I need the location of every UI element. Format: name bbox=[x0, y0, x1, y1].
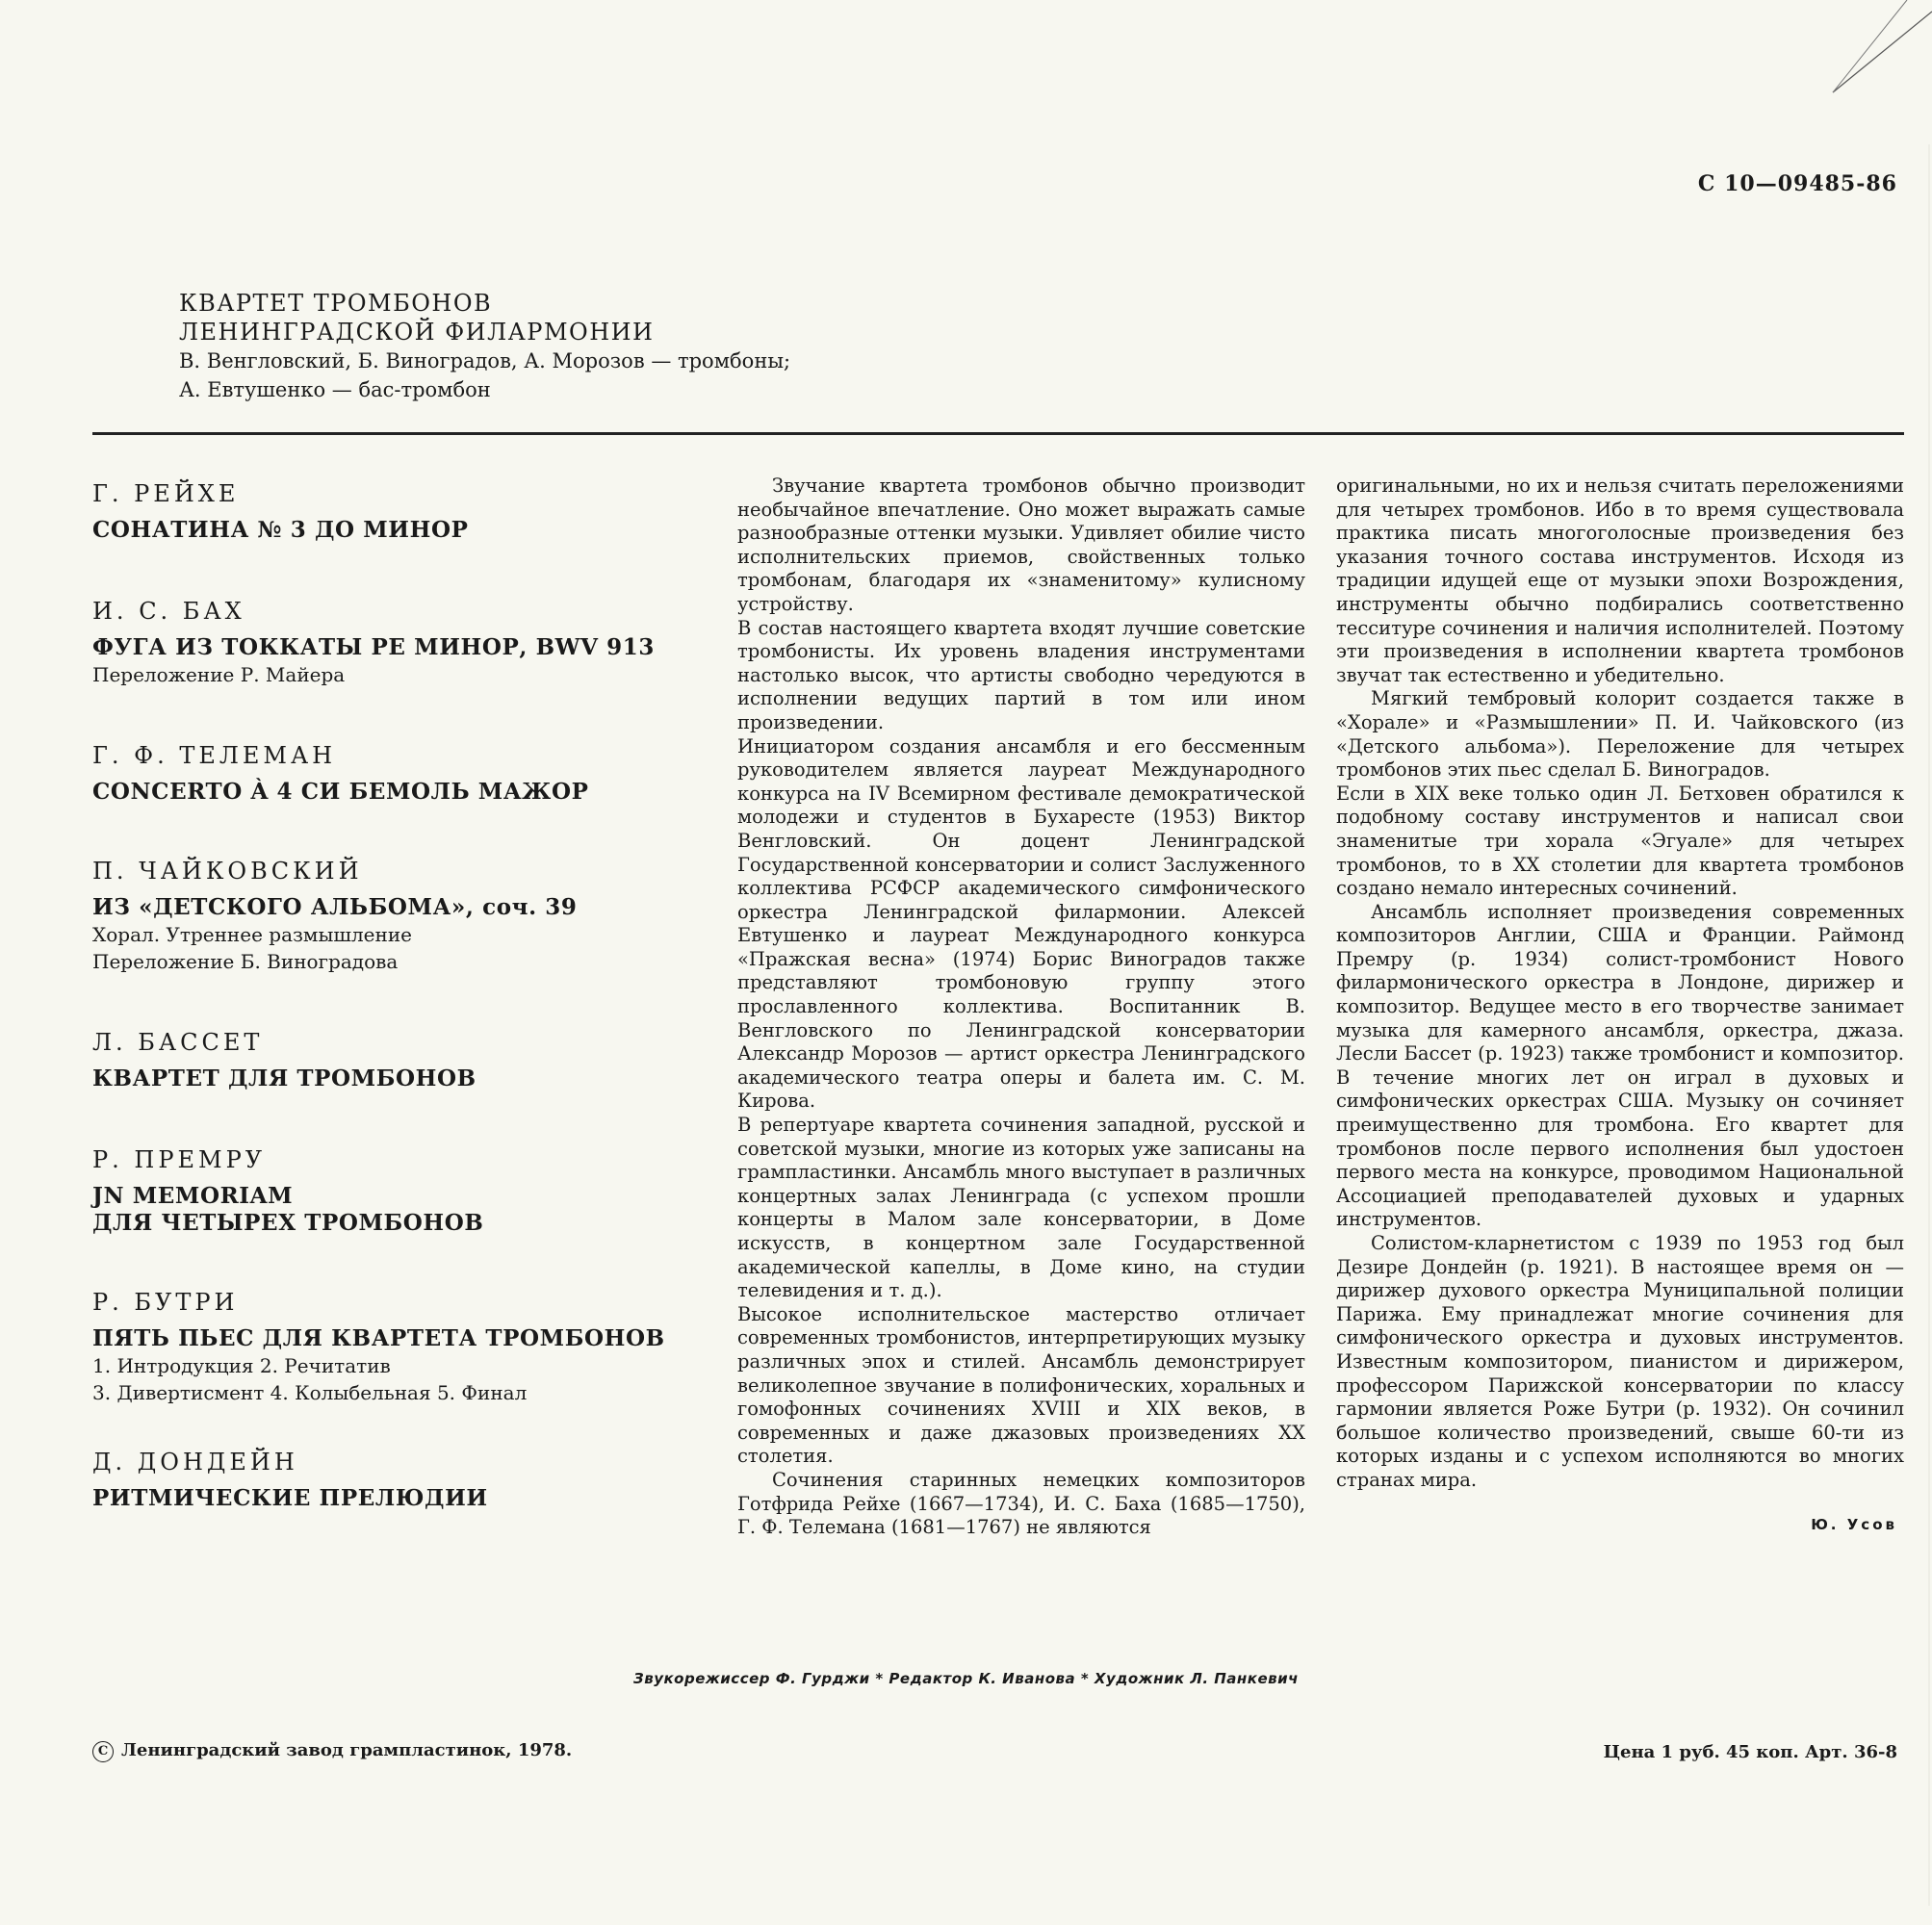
work-title: КВАРТЕТ ДЛЯ ТРОМБОНОВ bbox=[92, 1065, 477, 1091]
work-title: CONCERTO À 4 СИ БЕМОЛЬ МАЖОР bbox=[92, 779, 589, 805]
price-label: Цена 1 руб. 45 коп. Арт. 36-8 bbox=[1603, 1742, 1897, 1762]
program-work bbox=[92, 1288, 670, 1406]
work-composer: Д. ДОНДЕЙН bbox=[92, 1449, 298, 1476]
work-composer: Р. БУТРИ bbox=[92, 1289, 239, 1316]
copyright-icon: C bbox=[92, 1741, 114, 1762]
work-composer: П. ЧАЙКОВСКИЙ bbox=[92, 858, 363, 885]
work-note: Переложение Р. Майера bbox=[92, 663, 346, 686]
work-title: ДЛЯ ЧЕТЫРЕХ ТРОМБОНОВ bbox=[92, 1210, 484, 1236]
work-composer: Р. ПРЕМРУ bbox=[92, 1146, 267, 1173]
notes-paragraph: Инициатором создания ансамбля и его бессменным руководителем является лауреат Международного конкурса на IV Всемирном фестивале демократической молодежи и студентов в Бухаресте (1953) Виктор Венгловский. Он доцент Ленинградской Государственной консерватории и солист Заслуженного коллектива РСФСР академического симфонического оркестра Ленинградской филармонии. Алексей Евтушенко и лауреат Международного конкурса «Пражская весна» (1974) Борис Виноградов также представляют тромбоновую группу этого прославленного коллектива. Воспитанник В. Венгловского по Ленинградской консерватории Александр Морозов — артист оркестра Ленинградского академического театра оперы и балета им. С. М. Кирова. bbox=[737, 734, 1305, 1113]
notes-author: Ю. Усов bbox=[1811, 1516, 1897, 1533]
program-work bbox=[92, 479, 670, 544]
copyright-line bbox=[92, 1740, 572, 1762]
work-title: ФУГА ИЗ ТОККАТЫ РЕ МИНОР, BWV 913 bbox=[92, 634, 655, 660]
work-title: ПЯТЬ ПЬЕС ДЛЯ КВАРТЕТА ТРОМБОНОВ bbox=[92, 1325, 665, 1351]
notes-paragraph: В репертуаре квартета сочинения западной, русской и советской музыки, многие из которых уже записаны на грампластинки. Ансамбль много выступает в различных концертных залах Ленинграда (с успехом прошли концерты в Малом зале консерватории, в Доме искусств, в концертном зале Государственной академической капеллы, в Доме кино, на студии телевидения и т. д.). bbox=[737, 1114, 1305, 1302]
performers-line-1: В. Венгловский, Б. Виноградов, А. Морозов — тромбоны; bbox=[179, 349, 791, 372]
ensemble-title-line-1: КВАРТЕТ ТРОМБОНОВ bbox=[179, 290, 493, 317]
work-title: СОНАТИНА № 3 ДО МИНОР bbox=[92, 517, 469, 543]
copyright-text: Ленинградский завод грампластинок, 1978. bbox=[121, 1740, 573, 1760]
liner-notes-column-1 bbox=[737, 475, 1305, 1540]
ensemble-title-line-2: ЛЕНИНГРАДСКОЙ ФИЛАРМОНИИ bbox=[179, 319, 655, 346]
production-credits: Звукорежиссер Ф. Гурджи * Редактор К. Иванова * Художник Л. Панкевич bbox=[633, 1670, 1299, 1687]
work-title: JN MEMORIAM bbox=[92, 1183, 294, 1209]
program-work bbox=[92, 1145, 670, 1237]
notes-paragraph: Мягкий тембровый колорит создается также в «Хорале» и «Размышлении» П. И. Чайковского (из «Детского альбома»). Переложение для четырех тромбонов этих пьес сделал Б. Виноградов. bbox=[1336, 687, 1904, 782]
program-work bbox=[92, 857, 670, 975]
work-title: ИЗ «ДЕТСКОГО АЛЬБОМА», соч. 39 bbox=[92, 894, 578, 920]
work-composer: Г. Ф. ТЕЛЕМАН bbox=[92, 742, 337, 769]
notes-paragraph: В состав настоящего квартета входят лучшие советские тромбонисты. Их уровень владения инструментами настолько высок, что артисты свободно чередуются в исполнении ведущих партий в том или ином произведении. bbox=[737, 616, 1305, 733]
work-composer: Г. РЕЙХЕ bbox=[92, 480, 240, 507]
work-composer: Л. БАССЕТ bbox=[92, 1029, 264, 1056]
catalog-number: С 10—09485-86 bbox=[1697, 171, 1897, 196]
ensemble-header bbox=[179, 289, 1334, 404]
program-work bbox=[92, 597, 670, 688]
program-work bbox=[92, 1448, 670, 1512]
work-title: РИТМИЧЕСКИЕ ПРЕЛЮДИИ bbox=[92, 1485, 488, 1511]
work-note: Переложение Б. Виноградова bbox=[92, 950, 399, 973]
work-note: 1. Интродукция 2. Речитатив bbox=[92, 1354, 391, 1377]
work-note: Хорал. Утреннее размышление bbox=[92, 923, 413, 946]
notes-paragraph: Ансамбль исполняет произведения современных композиторов Англии, США и Франции. Раймонд Премру (р. 1934) солист-тромбонист Нового филармонического оркестра в Лондоне, дирижер и композитор. Ведущее место в его творчестве занимает музыка для камерного ансамбля, оркестра, джаза. Лесли Бассет (р. 1923) также тромбонист и композитор. В течение многих лет он играл в духовых и симфонических оркестрах США. Музыку он сочиняет преимущественно для тромбона. Его квартет для тромбонов после первого исполнения был удостоен первого места на конкурсе, проводимом Национальной Ассоциацией преподавателей духовых и ударных инструментов. bbox=[1336, 900, 1904, 1231]
notes-paragraph: Солистом-кларнетистом с 1939 по 1953 год был Дезире Дондейн (р. 1921). В настоящее время он — дирижер духового оркестра Муниципальной полиции Парижа. Ему принадлежат многие сочинения для симфонического оркестра и духовых инструментов. Известным композитором, пианистом и дирижером, профессором Парижской консерватории по классу гармонии является Роже Бутри (р. 1932). Он сочинил большое количество произведений, свыше 60-ти из которых изданы и с успехом исполняются во многих странах мира. bbox=[1336, 1232, 1904, 1491]
performers-line-2: А. Евтушенко — бас-тромбон bbox=[179, 378, 491, 401]
work-note: 3. Дивертисмент 4. Колыбельная 5. Финал bbox=[92, 1381, 528, 1404]
notes-paragraph: Сочинения старинных немецких композиторов Готфрида Рейхе (1667—1734), И. С. Баха (1685—1750), Г. Ф. Телемана (1681—1767) не являются bbox=[737, 1468, 1305, 1539]
work-composer: И. С. БАХ bbox=[92, 598, 245, 625]
program-work bbox=[92, 1028, 670, 1092]
notes-paragraph: оригинальными, но их и нельзя считать переложениями для четырех тромбонов. Ибо в то время существовала практика писать многоголосные произведения без указания точного состава инструментов. Исходя из традиции идущей еще от музыки эпохи Возрождения, инструменты обычно подбирались соответственно тесситуре сочинения и наличия исполнителей. Поэтому эти произведения в исполнении квартета тромбонов звучат так естественно и убедительно. bbox=[1336, 475, 1904, 686]
header-divider bbox=[92, 432, 1904, 435]
liner-notes-column-2 bbox=[1336, 475, 1904, 1493]
notes-paragraph: Звучание квартета тромбонов обычно производит необычайное впечатление. Оно может выражать самые разнообразные оттенки музыки. Удивляет обилие чисто исполнительских приемов, свойственных только тромбонам, благодаря их «знаменитому» кулисному устройству. bbox=[737, 475, 1305, 615]
notes-paragraph: Если в XIX веке только один Л. Бетховен обратился к подобному составу инструментов и написал свои знаменитые три хорала «Эгуале» для четырех тромбонов, то в XX столетии для квартета тромбонов создано немало интересных сочинений. bbox=[1336, 782, 1904, 900]
program-work bbox=[92, 741, 670, 806]
notes-paragraph: Высокое исполнительское мастерство отличает современных тромбонистов, интерпретирующих музыку различных эпох и стилей. Ансамбль демонстрирует великолепное звучание в полифонических, хоральных и гомофонных сочинениях XVIII и XIX веков, в современных и даже джазовых произведениях XX столетия. bbox=[737, 1302, 1305, 1468]
